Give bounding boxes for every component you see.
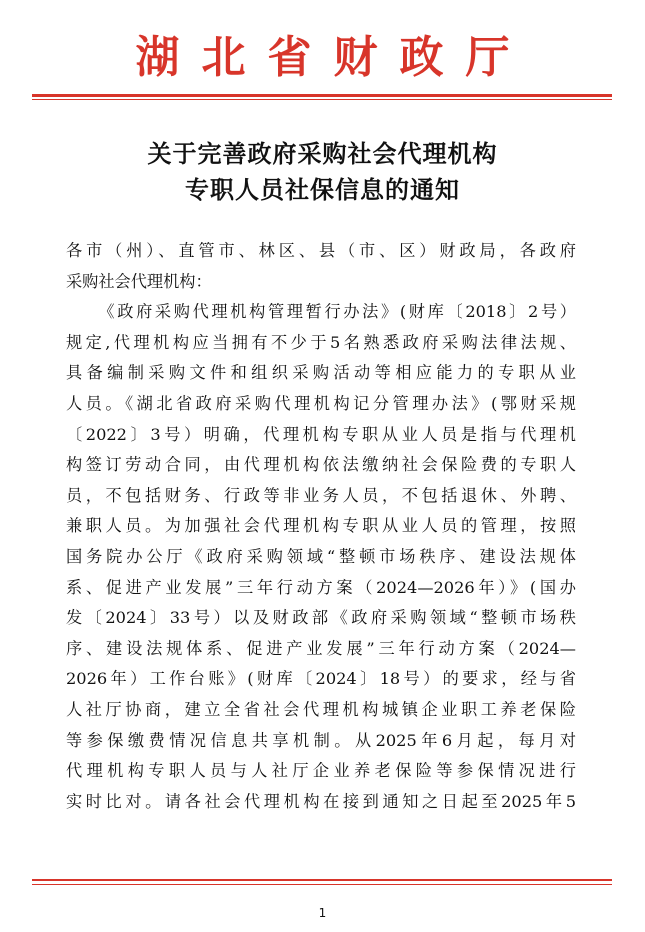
title-line-1: 关于完善政府采购社会代理机构: [147, 140, 498, 168]
body-line: 等参保缴费情况信息共享机制。从2025年6月起，每月对: [66, 730, 576, 750]
page-number: 1: [318, 906, 327, 920]
body-line: 国务院办公厅《政府采购领域“整顿市场秩序、建设法规体: [66, 546, 576, 566]
body-line: 具备编制采购文件和组织采购活动等相应能力的专职从业: [66, 363, 576, 383]
body-line: 序、建设法规体系、促进产业发展”三年行动方案（2024—: [66, 638, 576, 658]
footer-red-rule-thin: [32, 884, 612, 885]
body-line: 系、促进产业发展”三年行动方案（2024—2026年）》(国办: [66, 577, 576, 597]
body-line: 发〔2024〕33号）以及财政部《政府采购领域“整顿市场秩: [66, 608, 576, 628]
body-line: 实时比对。请各社会代理机构在接到通知之日起至2025年5: [66, 791, 576, 811]
document-body: [66, 236, 576, 817]
document-title: [0, 136, 645, 208]
letterhead-red-rule-thick: [32, 94, 612, 97]
salutation-line-1: 各市（州）、直管市、林区、县（市、区）财政局，各政府: [66, 241, 576, 260]
body-line: 代理机构专职人员与人社厅企业养老保险等参保情况进行: [66, 761, 576, 781]
body-line: 人社厅协商，建立全省社会代理机构城镇企业职工养老保险: [66, 699, 576, 719]
footer-red-rule-thick: [32, 879, 612, 881]
body-line: 人员。《湖北省政府采购代理机构记分管理办法》(鄂财采规: [66, 393, 576, 413]
body-paragraph: [66, 297, 576, 817]
body-line: 兼职人员。为加强社会代理机构专职从业人员的管理，按照: [66, 516, 576, 536]
letterhead-red-rule-thin: [32, 99, 612, 100]
body-line: 员，不包括财务、行政等非业务人员，不包括退休、外聘、: [66, 485, 576, 505]
body-line: 构签订劳动合同，由代理机构依法缴纳社会保险费的专职人: [66, 455, 576, 475]
body-line: 〔2022〕3号）明确，代理机构专职从业人员是指与代理机: [66, 424, 576, 444]
salutation-line-2: 采购社会代理机构：: [66, 271, 212, 291]
letterhead-org-name: 湖北省财政厅: [135, 32, 532, 83]
body-line: 规定,代理机构应当拥有不少于5名熟悉政府采购法律法规、: [66, 332, 576, 352]
title-line-2: 专职人员社保信息的通知: [185, 176, 460, 204]
body-line: 《政府采购代理机构管理暂行办法》(财库〔2018〕2号）: [98, 302, 576, 322]
body-line: 2026年）工作台账》(财库〔2024〕18号）的要求，经与省: [66, 669, 576, 689]
